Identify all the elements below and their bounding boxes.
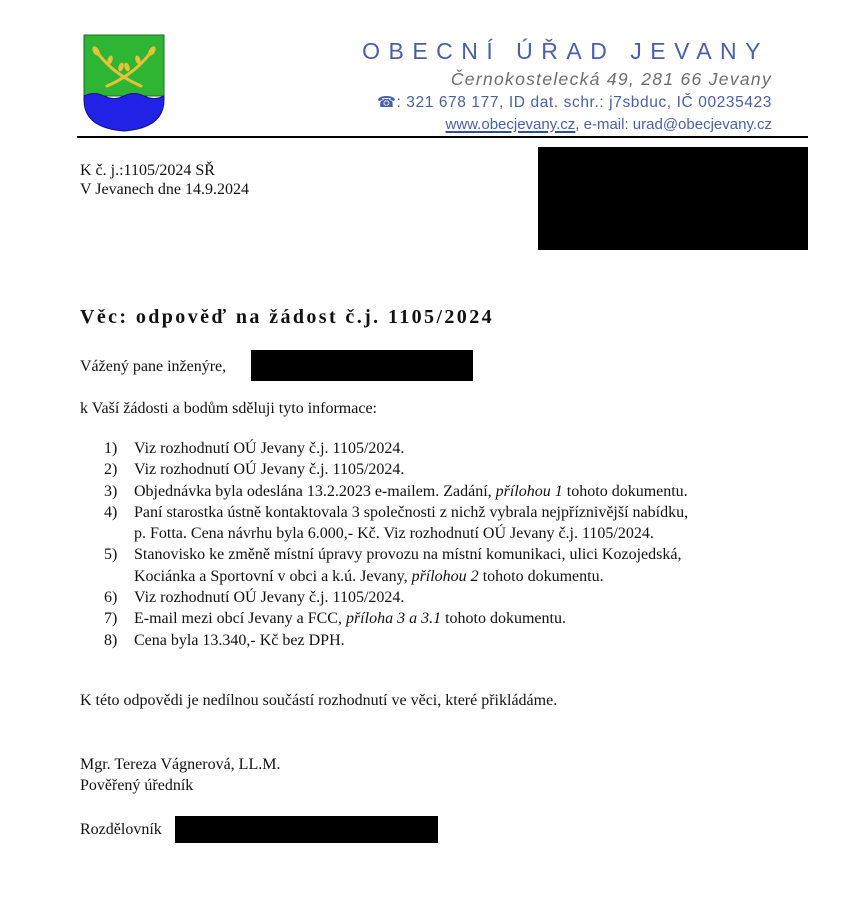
- attachment-reference: přílohou 1: [495, 482, 563, 500]
- list-item-text: Viz rozhodnutí OÚ Jevany č.j. 1105/2024.: [134, 461, 405, 479]
- list-item-number: 2): [104, 461, 118, 479]
- redacted-recipient-address: [538, 147, 808, 250]
- list-item-number: 1): [104, 440, 118, 457]
- list-item-text: tohoto dokumentu.: [562, 482, 688, 500]
- subject-heading: Věc: odpověď na žádost č.j. 1105/2024: [80, 306, 495, 328]
- list-item-number: 6): [104, 589, 118, 607]
- header-divider: [77, 136, 808, 138]
- list-item-number: 7): [104, 610, 118, 628]
- list-item-number: 5): [104, 546, 118, 564]
- response-items-list: [104, 438, 824, 651]
- website-link[interactable]: www.obecjevany.cz: [445, 116, 576, 133]
- list-item: [104, 544, 824, 587]
- signer-name: Mgr. Tereza Vágnerová, LL.M.: [80, 756, 281, 773]
- list-item-text: Objednávka byla odeslána 13.2.2023 e-mailem. Zadání,: [134, 482, 496, 500]
- email-text: , e-mail: urad@obecjevany.cz: [575, 116, 772, 133]
- list-item-line: [134, 481, 824, 502]
- closing-statement: K této odpovědi je nedílnou součástí rozhodnutí ve věci, které přikládáme.: [80, 692, 558, 709]
- list-item-line: [134, 587, 824, 608]
- list-item-text: Paní starostka ústně kontaktovala 3 společnosti z nichž vybrala nejpříznivější nabídku,: [134, 503, 689, 521]
- list-item-line: [134, 544, 824, 565]
- attachment-reference: přílohou 2: [411, 567, 479, 585]
- list-item-line: [134, 523, 824, 544]
- list-item-line: [134, 608, 824, 629]
- list-item-line: [134, 502, 824, 523]
- org-web-line: [446, 116, 772, 133]
- list-item-text: Stanovisko ke změně místní úpravy provozu na místní komunikaci, ulici Kozojedská,: [134, 546, 682, 564]
- list-item: [104, 608, 824, 629]
- list-item: [104, 459, 824, 480]
- list-item-number: 4): [104, 503, 118, 521]
- redacted-distribution-list: [175, 816, 438, 843]
- org-address: Černokostelecká 49, 281 66 Jevany: [450, 69, 772, 89]
- list-item-line: [134, 438, 824, 459]
- crest-water: [84, 94, 164, 132]
- org-contact-line: [377, 93, 772, 112]
- org-contact-text: : 321 678 177, ID dat. schr.: j7sbduc, IČ 00235423: [396, 94, 772, 111]
- list-item: [104, 438, 824, 459]
- list-item: [104, 502, 824, 545]
- list-item-line: [134, 630, 824, 651]
- list-item: [104, 587, 824, 608]
- reference-number: K č. j.:1105/2024 SŘ: [80, 162, 215, 179]
- signer-role: Pověřený úředník: [80, 777, 194, 794]
- list-item-text: tohoto dokumentu.: [478, 567, 604, 585]
- org-name-title: OBECNÍ ÚŘAD JEVANY: [362, 38, 769, 64]
- list-item-text: tohoto dokumentu.: [441, 610, 566, 628]
- list-item-text: Viz rozhodnutí OÚ Jevany č.j. 1105/2024.: [134, 589, 405, 607]
- list-item-number: 3): [104, 482, 118, 500]
- telephone-icon: ☎: [377, 94, 397, 111]
- greeting: Vážený pane inženýre,: [80, 358, 227, 375]
- list-item: [104, 630, 824, 651]
- list-item-number: 8): [104, 631, 118, 649]
- list-item-text: E-mail mezi obcí Jevany a FCC,: [134, 610, 346, 628]
- distribution-label: Rozdělovník: [80, 821, 162, 838]
- list-item-line: [134, 566, 824, 587]
- redacted-recipient-name: [251, 350, 473, 381]
- list-item-text: Cena byla 13.340,- Kč bez DPH.: [134, 631, 345, 649]
- list-item-text: p. Fotta. Cena návrhu byla 6.000,- Kč. Viz rozhodnutí OÚ Jevany č.j. 1105/2024.: [134, 525, 654, 543]
- municipal-crest-logo: [83, 34, 165, 132]
- list-item: [104, 481, 824, 502]
- list-item-text: Kociánka a Sportovní v obci a k.ú. Jevany,: [134, 567, 412, 585]
- intro-text: k Vaší žádosti a bodům sděluji tyto informace:: [80, 400, 377, 417]
- attachment-reference: příloha 3 a 3.1: [345, 610, 442, 628]
- date-line: V Jevanech dne 14.9.2024: [80, 181, 249, 198]
- crest-field: [84, 35, 164, 96]
- list-item-text: Viz rozhodnutí OÚ Jevany č.j. 1105/2024.: [134, 440, 405, 457]
- list-item-line: [134, 459, 824, 480]
